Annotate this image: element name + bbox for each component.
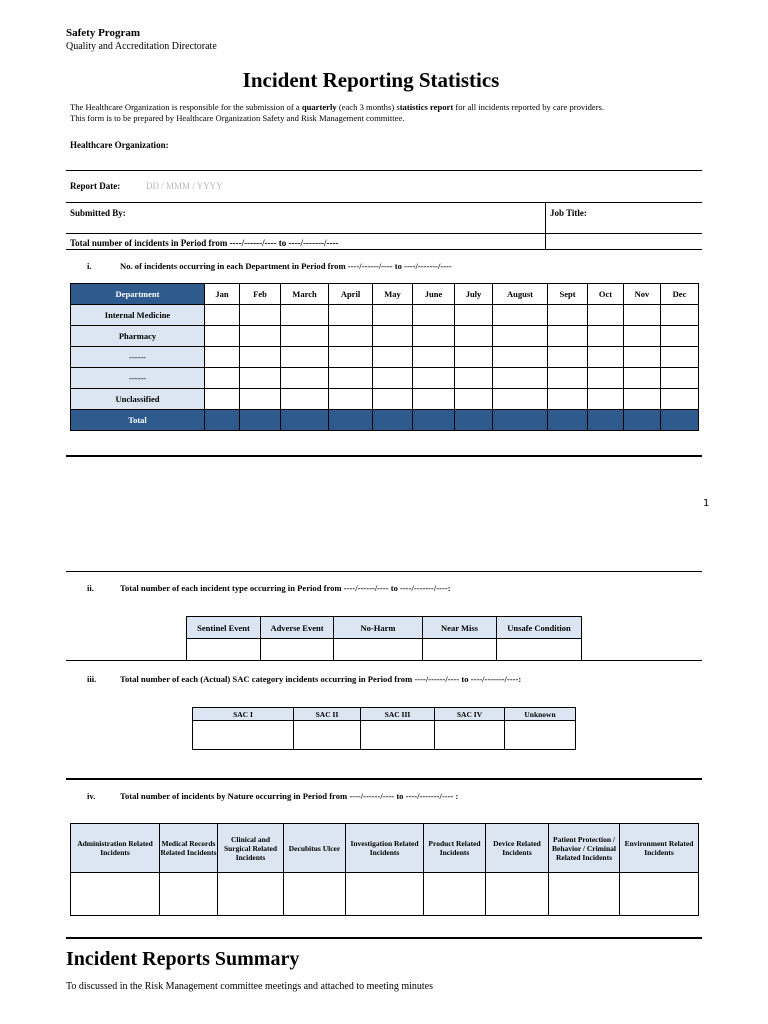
table-cell[interactable] — [455, 305, 493, 326]
table-cell[interactable] — [505, 721, 576, 750]
page-title: Incident Reporting Statistics — [242, 68, 500, 92]
table-cell[interactable] — [661, 389, 699, 410]
column-header: Patient Protection / Behavior / Criminal Related Incidents — [549, 824, 620, 873]
section-1-title: No. of incidents occurring in each Department in Period from ----/------/---- to ----/-------/---- — [120, 261, 452, 271]
table-row — [71, 873, 699, 916]
table-cell[interactable] — [588, 368, 624, 389]
section-divider — [66, 660, 702, 661]
table-cell[interactable] — [361, 721, 435, 750]
table-cell[interactable] — [486, 873, 549, 916]
column-header: Feb — [240, 284, 281, 305]
table-cell[interactable] — [493, 347, 548, 368]
table-cell[interactable] — [455, 389, 493, 410]
table-cell[interactable] — [548, 368, 588, 389]
report-date-label: Report Date: — [70, 181, 121, 191]
column-header: July — [455, 284, 493, 305]
column-header: Clinical and Surgical Related Incidents — [218, 824, 284, 873]
table-cell[interactable] — [435, 721, 505, 750]
report-date-field[interactable]: DD / MMM / YYYY — [146, 181, 223, 191]
section-4-title: Total number of incidents by Nature occurring in Period from ----/------/---- to ----/-------/---- : — [120, 791, 459, 801]
total-cell[interactable] — [329, 410, 373, 431]
table-cell[interactable] — [205, 368, 240, 389]
table-cell[interactable] — [624, 326, 661, 347]
table-cell[interactable] — [329, 389, 373, 410]
column-header: Sentinel Event — [187, 617, 261, 639]
divider — [66, 170, 702, 171]
table-cell[interactable] — [240, 368, 281, 389]
table-cell[interactable] — [240, 347, 281, 368]
table-cell[interactable] — [205, 326, 240, 347]
column-header: Device Related Incidents — [486, 824, 549, 873]
table-cell[interactable] — [548, 326, 588, 347]
incident-nature-table — [70, 823, 699, 916]
department-table — [70, 283, 699, 431]
total-cell[interactable] — [413, 410, 455, 431]
table-cell[interactable] — [281, 389, 329, 410]
table-cell[interactable] — [413, 368, 455, 389]
section-divider — [66, 455, 702, 457]
table-cell[interactable] — [329, 347, 373, 368]
table-cell[interactable] — [160, 873, 218, 916]
total-cell[interactable] — [588, 410, 624, 431]
table-header-row — [193, 708, 576, 721]
column-header: Administration Related Incidents — [71, 824, 160, 873]
column-header: Jan — [205, 284, 240, 305]
table-cell[interactable] — [548, 389, 588, 410]
table-cell[interactable] — [281, 326, 329, 347]
table-cell[interactable] — [493, 305, 548, 326]
table-cell[interactable] — [588, 326, 624, 347]
column-header: SAC IV — [435, 708, 505, 721]
table-cell[interactable] — [346, 873, 424, 916]
intro-line-2: This form is to be prepared by Healthcare Organization Safety and Risk Management committee. — [70, 113, 405, 123]
table-cell[interactable] — [373, 389, 413, 410]
table-cell[interactable] — [413, 326, 455, 347]
table-total-row — [71, 410, 699, 431]
job-title-label: Job Title: — [550, 208, 587, 218]
section-1-number: i. — [87, 261, 92, 271]
column-header: SAC III — [361, 708, 435, 721]
total-cell[interactable] — [661, 410, 699, 431]
table-cell[interactable] — [493, 368, 548, 389]
total-cell[interactable] — [373, 410, 413, 431]
column-header: Decubitus Ulcer — [284, 824, 346, 873]
table-cell[interactable] — [334, 639, 423, 661]
table-cell[interactable] — [240, 326, 281, 347]
column-header: May — [373, 284, 413, 305]
column-header: Oct — [588, 284, 624, 305]
table-cell[interactable] — [455, 347, 493, 368]
section-3-title: Total number of each (Actual) SAC category incidents occurring in Period from ----/------/---- to ----/-------/----: — [120, 674, 522, 684]
table-cell[interactable] — [661, 326, 699, 347]
section-4-number: iv. — [87, 791, 96, 801]
table-cell[interactable] — [373, 347, 413, 368]
table-row — [71, 347, 699, 368]
program-name: Safety Program — [66, 27, 141, 39]
summary-title: Incident Reports Summary — [66, 948, 300, 970]
column-header: April — [329, 284, 373, 305]
column-header: Sept — [548, 284, 588, 305]
divider — [66, 202, 702, 203]
column-header: Product Related Incidents — [424, 824, 486, 873]
table-cell[interactable] — [294, 721, 361, 750]
section-divider — [66, 571, 702, 572]
submitted-by-label: Submitted By: — [70, 208, 126, 218]
table-cell[interactable] — [620, 873, 699, 916]
total-cell[interactable] — [455, 410, 493, 431]
row-label: Unclassified — [71, 389, 205, 410]
table-cell[interactable] — [455, 326, 493, 347]
table-cell[interactable] — [281, 305, 329, 326]
table-cell[interactable] — [205, 347, 240, 368]
total-cell[interactable] — [493, 410, 548, 431]
total-cell[interactable] — [205, 410, 240, 431]
column-header: Investigation Related Incidents — [346, 824, 424, 873]
table-cell[interactable] — [624, 389, 661, 410]
sac-category-table — [192, 707, 576, 750]
column-header: SAC II — [294, 708, 361, 721]
table-cell[interactable] — [549, 873, 620, 916]
column-header: Nov — [624, 284, 661, 305]
table-row — [71, 389, 699, 410]
page-number: 1 — [703, 498, 710, 509]
column-header: Dec — [661, 284, 699, 305]
divider — [66, 249, 702, 250]
directorate-name: Quality and Accreditation Directorate — [66, 41, 217, 52]
section-2-number: ii. — [87, 583, 94, 593]
table-cell[interactable] — [661, 347, 699, 368]
column-header: August — [493, 284, 548, 305]
table-cell[interactable] — [193, 721, 294, 750]
section-3-number: iii. — [87, 674, 97, 684]
total-cell[interactable] — [281, 410, 329, 431]
table-row — [193, 721, 576, 750]
table-cell[interactable] — [413, 389, 455, 410]
column-header: Environment Related Incidents — [620, 824, 699, 873]
section-2-title: Total number of each incident type occurring in Period from ----/------/---- to ----/-------/----: — [120, 583, 451, 593]
intro-text — [70, 102, 604, 124]
total-cell[interactable] — [548, 410, 588, 431]
intro-line-1: The Healthcare Organization is responsible for the submission of a quarterly (each 3 months) statistics report for all incidents reported by care providers. — [70, 102, 605, 112]
total-incidents-label: Total number of incidents in Period from ----/------/---- to ----/-------/---- — [70, 238, 339, 248]
column-header: Adverse Event — [261, 617, 334, 639]
table-cell[interactable] — [588, 389, 624, 410]
table-cell[interactable] — [373, 305, 413, 326]
table-cell[interactable] — [281, 368, 329, 389]
table-cell[interactable] — [548, 305, 588, 326]
section-divider — [66, 778, 702, 780]
table-cell[interactable] — [624, 368, 661, 389]
table-header-row — [71, 284, 699, 305]
table-cell[interactable] — [329, 305, 373, 326]
divider — [545, 202, 546, 249]
table-cell[interactable] — [497, 639, 582, 661]
column-header: No-Harm — [334, 617, 423, 639]
column-header: Department — [71, 284, 205, 305]
table-header-row — [187, 617, 582, 639]
table-cell[interactable] — [624, 305, 661, 326]
table-row — [71, 368, 699, 389]
table-cell[interactable] — [218, 873, 284, 916]
column-header: Unknown — [505, 708, 576, 721]
total-label: Total — [71, 410, 205, 431]
table-cell[interactable] — [187, 639, 261, 661]
table-row — [71, 305, 699, 326]
column-header: SAC I — [193, 708, 294, 721]
table-row — [187, 639, 582, 661]
table-cell[interactable] — [493, 389, 548, 410]
table-cell[interactable] — [423, 639, 497, 661]
table-cell[interactable] — [240, 305, 281, 326]
column-header: March — [281, 284, 329, 305]
table-cell[interactable] — [373, 326, 413, 347]
divider — [66, 233, 702, 234]
table-cell[interactable] — [661, 305, 699, 326]
section-divider — [66, 937, 702, 939]
row-label: Pharmacy — [71, 326, 205, 347]
row-label: ------ — [71, 368, 205, 389]
table-cell[interactable] — [281, 347, 329, 368]
table-cell[interactable] — [373, 368, 413, 389]
table-cell[interactable] — [588, 347, 624, 368]
column-header: Near Miss — [423, 617, 497, 639]
table-row — [71, 326, 699, 347]
total-cell[interactable] — [624, 410, 661, 431]
table-cell[interactable] — [624, 347, 661, 368]
table-cell[interactable] — [413, 305, 455, 326]
incident-type-table — [186, 616, 582, 661]
table-cell[interactable] — [205, 389, 240, 410]
table-cell[interactable] — [493, 326, 548, 347]
table-cell[interactable] — [284, 873, 346, 916]
table-cell[interactable] — [205, 305, 240, 326]
table-cell[interactable] — [240, 389, 281, 410]
table-cell[interactable] — [329, 368, 373, 389]
table-cell[interactable] — [424, 873, 486, 916]
table-cell[interactable] — [588, 305, 624, 326]
table-header-row — [71, 824, 699, 873]
table-cell[interactable] — [548, 347, 588, 368]
table-cell[interactable] — [661, 368, 699, 389]
table-cell[interactable] — [413, 347, 455, 368]
column-header: June — [413, 284, 455, 305]
row-label: Internal Medicine — [71, 305, 205, 326]
table-cell[interactable] — [261, 639, 334, 661]
org-label: Healthcare Organization: — [70, 140, 169, 150]
column-header: Medical Records Related Incidents — [160, 824, 218, 873]
column-header: Unsafe Condition — [497, 617, 582, 639]
table-cell[interactable] — [71, 873, 160, 916]
summary-subtitle: To discussed in the Risk Management committee meetings and attached to meeting minutes — [66, 981, 433, 992]
table-cell[interactable] — [455, 368, 493, 389]
row-label: ------ — [71, 347, 205, 368]
table-cell[interactable] — [329, 326, 373, 347]
total-cell[interactable] — [240, 410, 281, 431]
